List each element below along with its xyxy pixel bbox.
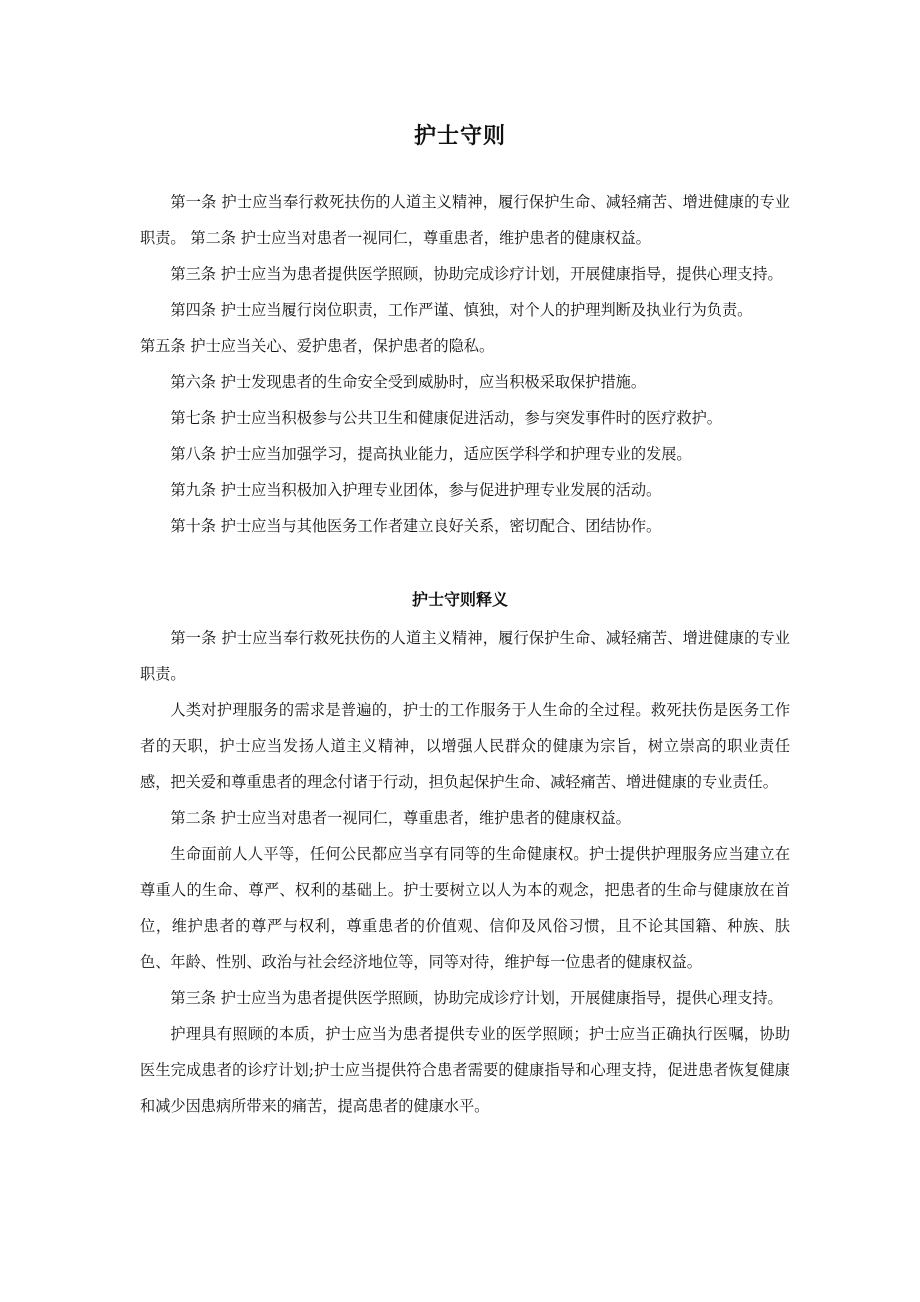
rule-paragraph-9: 第九条 护士应当积极加入护理专业团体，参与促进护理专业发展的活动。 xyxy=(170,481,662,499)
rule-paragraph-7: 第七条 护士应当积极参与公共卫生和健康促进活动，参与突发事件时的医疗救护。 xyxy=(170,409,722,427)
rule-paragraph-8: 第八条 护士应当加强学习，提高执业能力，适应医学科学和护理专业的发展。 xyxy=(170,445,692,463)
rule-paragraph-4: 第四条 护士应当履行岗位职责，工作严谨、慎独，对个人的护理判断及执业行为负责。 xyxy=(170,301,753,319)
interpretation-section xyxy=(140,620,790,1124)
rule-paragraph-10: 第十条 护士应当与其他医务工作者建立良好关系，密切配合、团结协作。 xyxy=(170,517,662,535)
rule-paragraph-3: 第三条 护士应当为患者提供医学照顾，协助完成诊疗计划，开展健康指导，提供心理支持。 xyxy=(170,265,783,283)
rule-paragraph-5: 第五条 护士应当关心、爱护患者，保护患者的隐私。 xyxy=(140,337,495,355)
interpretation-text-1: 人类对护理服务的需求是普遍的，护士的工作服务于人生命的全过程。救死扶伤是医务工作者的天职，护士应当发扬人道主义精神，以增强人民群众的健康为宗旨，树立崇高的职业责任感，把关爱和尊重患者的理念付诸于行动，担负起保护生命、减轻痛苦、增进健康的专业责任。 xyxy=(140,701,790,791)
rule-paragraph-6: 第六条 护士发现患者的生命安全受到威胁时，应当积极采取保护措施。 xyxy=(170,373,647,391)
page-title: 护士守则 xyxy=(413,123,506,149)
interpretation-text-2: 生命面前人人平等，任何公民都应当享有同等的生命健康权。护士提供护理服务应当建立在尊重人的生命、尊严、权利的基础上。护士要树立以人为本的观念，把患者的生命与健康放在首位，维护患者的尊严与权利，尊重患者的价值观、信仰及风俗习惯，且不论其国籍、种族、肤色、年龄、性别、政治与社会经济地位等，同等对待，维护每一位患者的健康权益。 xyxy=(140,845,790,971)
rules-section xyxy=(140,184,790,544)
interpretation-rule-3: 第三条 护士应当为患者提供医学照顾，协助完成诊疗计划，开展健康指导，提供心理支持。 xyxy=(170,989,783,1007)
interpretation-rule-2: 第二条 护士应当对患者一视同仁，尊重患者，维护患者的健康权益。 xyxy=(170,809,631,827)
section-heading: 护士守则释义 xyxy=(411,590,508,609)
interpretation-text-3: 护理具有照顾的本质，护士应当为患者提供专业的医学照顾；护士应当正确执行医嘱，协助医生完成患者的诊疗计划;护士应当提供符合患者需要的健康指导和心理支持，促进患者恢复健康和减少因患病所带来的痛苦，提高患者的健康水平。 xyxy=(140,1025,790,1115)
rule-paragraph-1-2: 第一条 护士应当奉行救死扶伤的人道主义精神，履行保护生命、减轻痛苦、增进健康的专业职责。 第二条 护士应当对患者一视同仁，尊重患者，维护患者的健康权益。 xyxy=(140,193,790,247)
interpretation-rule-1: 第一条 护士应当奉行救死扶伤的人道主义精神，履行保护生命、减轻痛苦、增进健康的专业职责。 xyxy=(140,629,790,683)
